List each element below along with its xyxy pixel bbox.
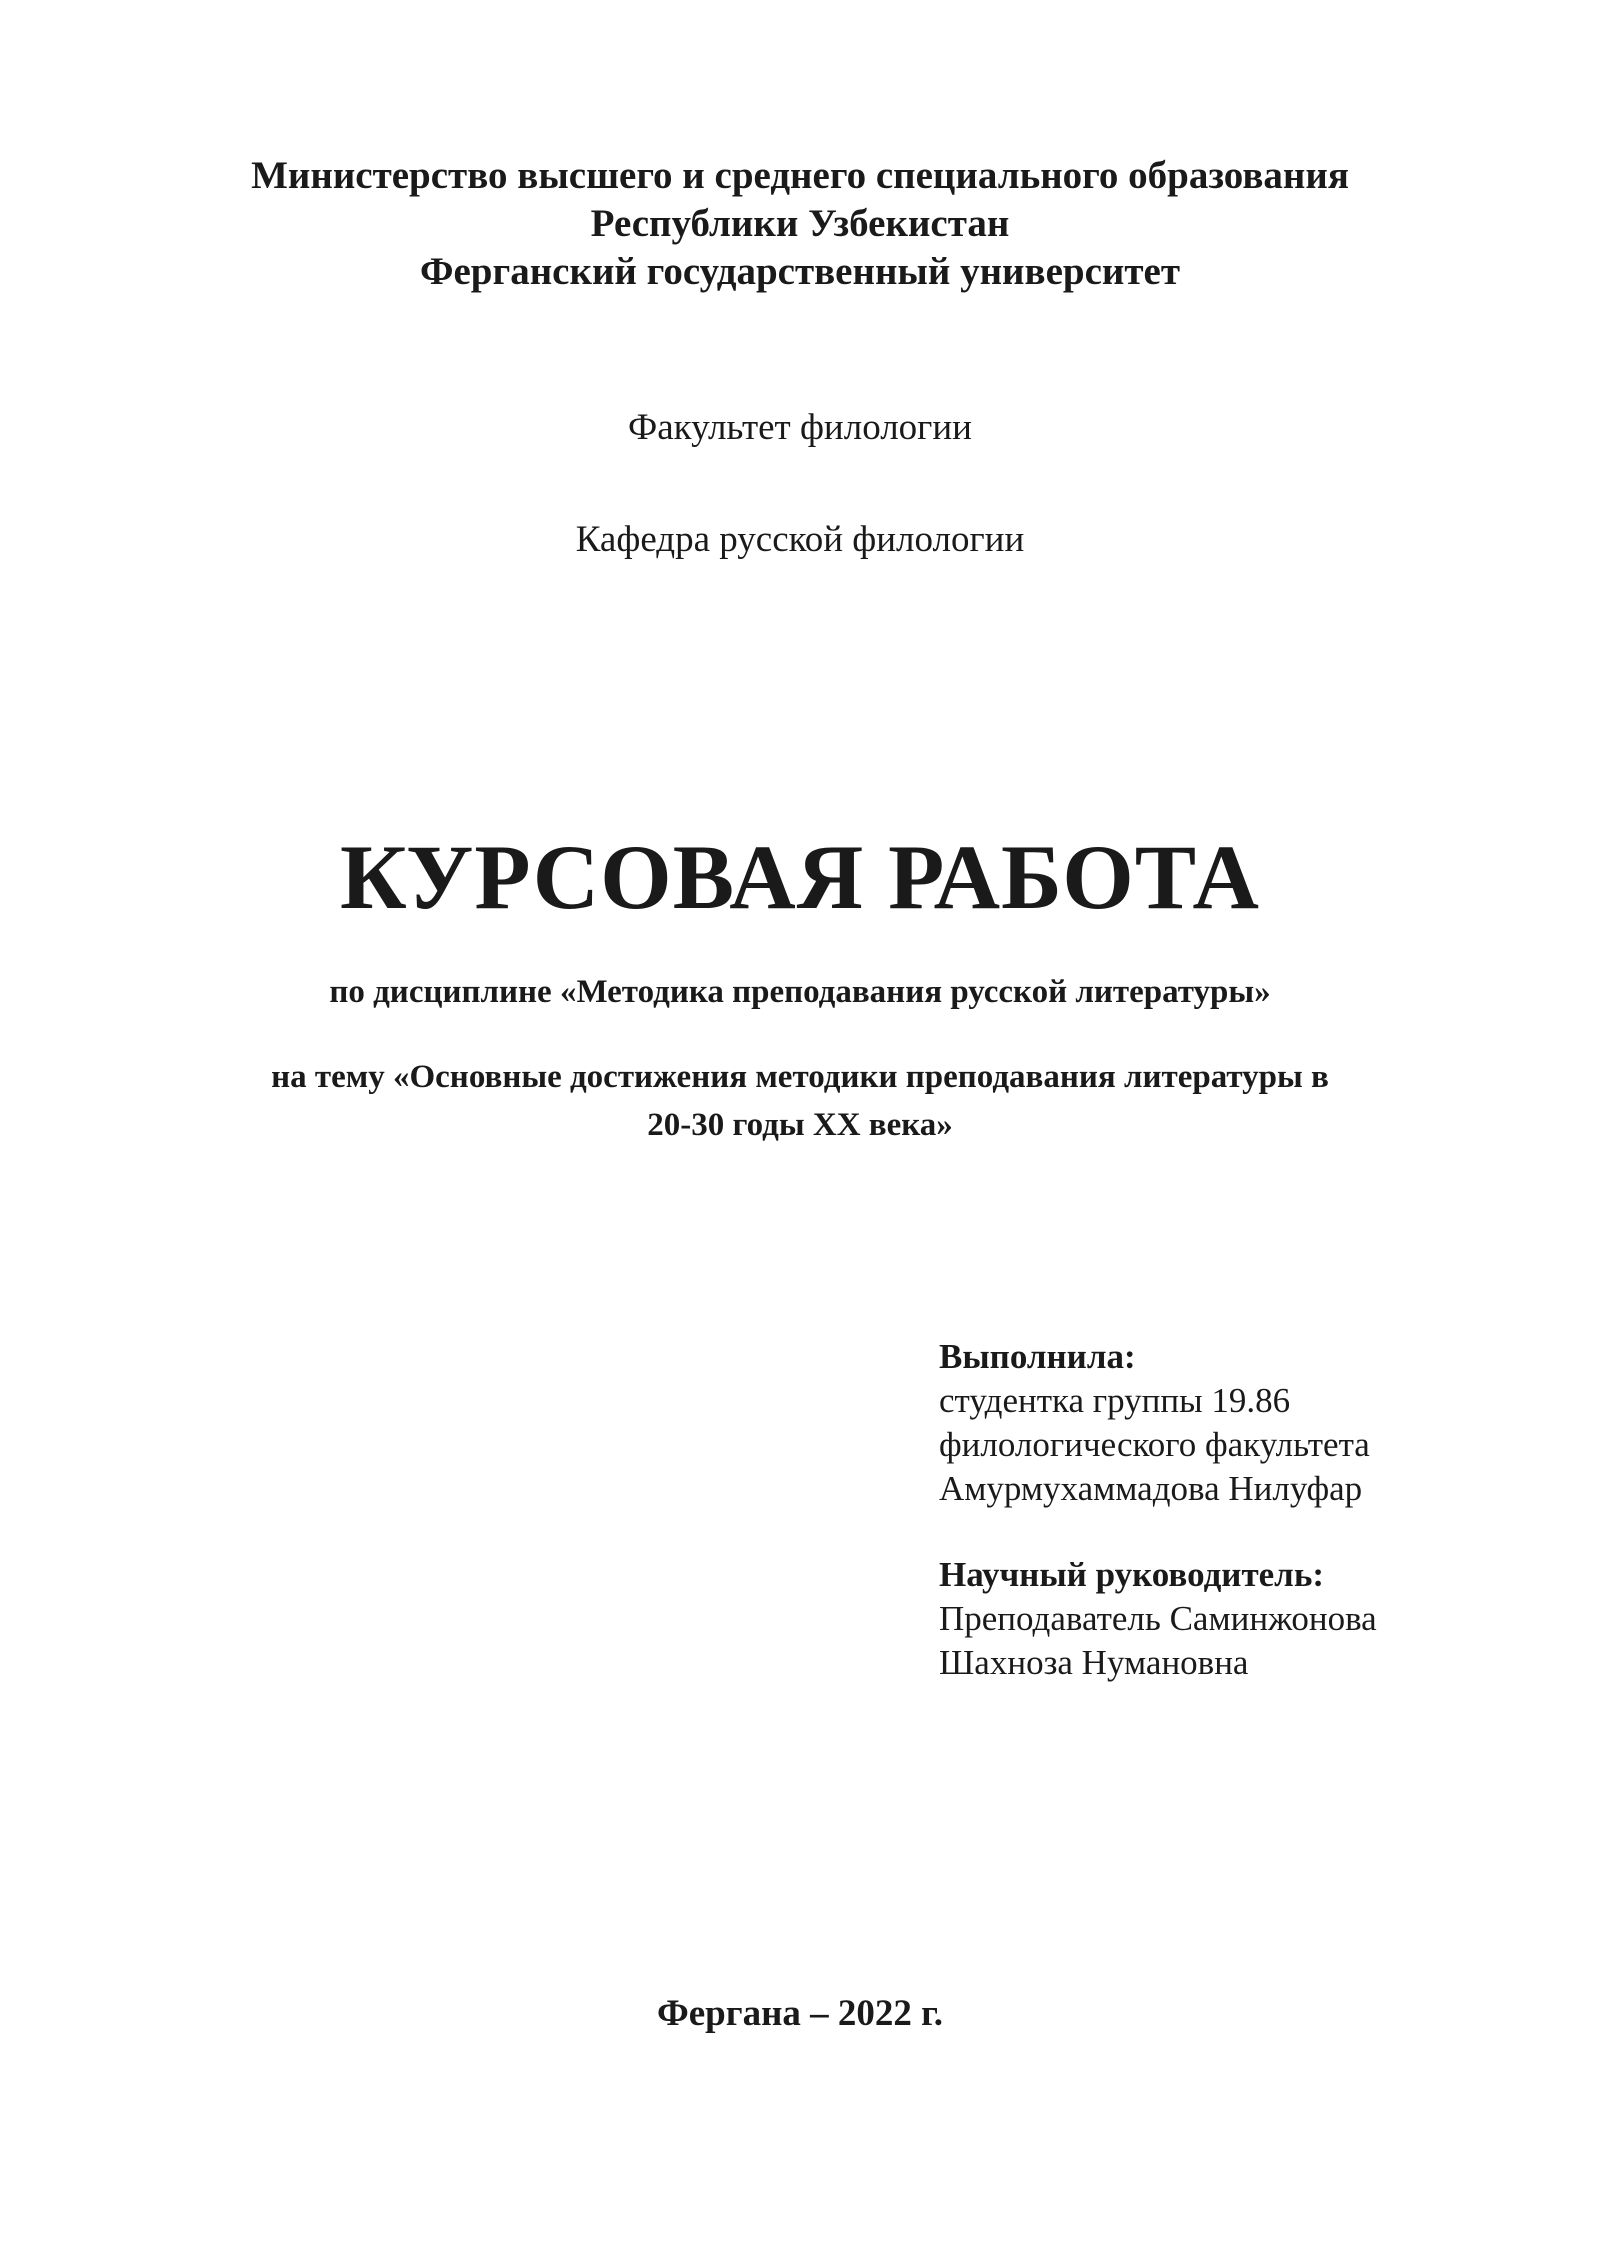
ministry-line-2: Республики Узбекистан xyxy=(590,202,1010,245)
supervisor-position: Преподаватель Саминжонова xyxy=(939,1599,1377,1638)
topic-line-2: 20-30 годы XX века» xyxy=(647,1107,953,1143)
supervisor-label: Научный руководитель: xyxy=(939,1555,1324,1594)
discipline-line: по дисциплине «Методика преподавания русской литературы» xyxy=(329,974,1271,1010)
document-title: КУРСОВАЯ РАБОТА xyxy=(340,826,1260,928)
supervisor-name: Шахноза Нумановна xyxy=(939,1643,1249,1682)
executor-group: студентка группы 19.86 xyxy=(939,1381,1291,1420)
executor-block xyxy=(939,1335,1559,1511)
topic-block xyxy=(0,1055,1600,1147)
ministry-header xyxy=(0,152,1600,296)
executor-label: Выполнила: xyxy=(939,1337,1136,1376)
ministry-line-1: Министерство высшего и среднего специального образования xyxy=(251,154,1349,197)
executor-name: Амурмухаммадова Нилуфар xyxy=(939,1469,1363,1508)
city-year: Фергана – 2022 г. xyxy=(656,1993,944,2034)
topic-line-1: на тему «Основные достижения методики преподавания литературы в xyxy=(271,1059,1329,1095)
executor-faculty: филологического факультета xyxy=(939,1425,1370,1464)
department-name: Кафедра русской филологии xyxy=(575,519,1025,560)
supervisor-block xyxy=(939,1553,1559,1685)
faculty-name: Факультет филологии xyxy=(628,407,972,448)
university-name: Ферганский государственный университет xyxy=(419,250,1180,293)
